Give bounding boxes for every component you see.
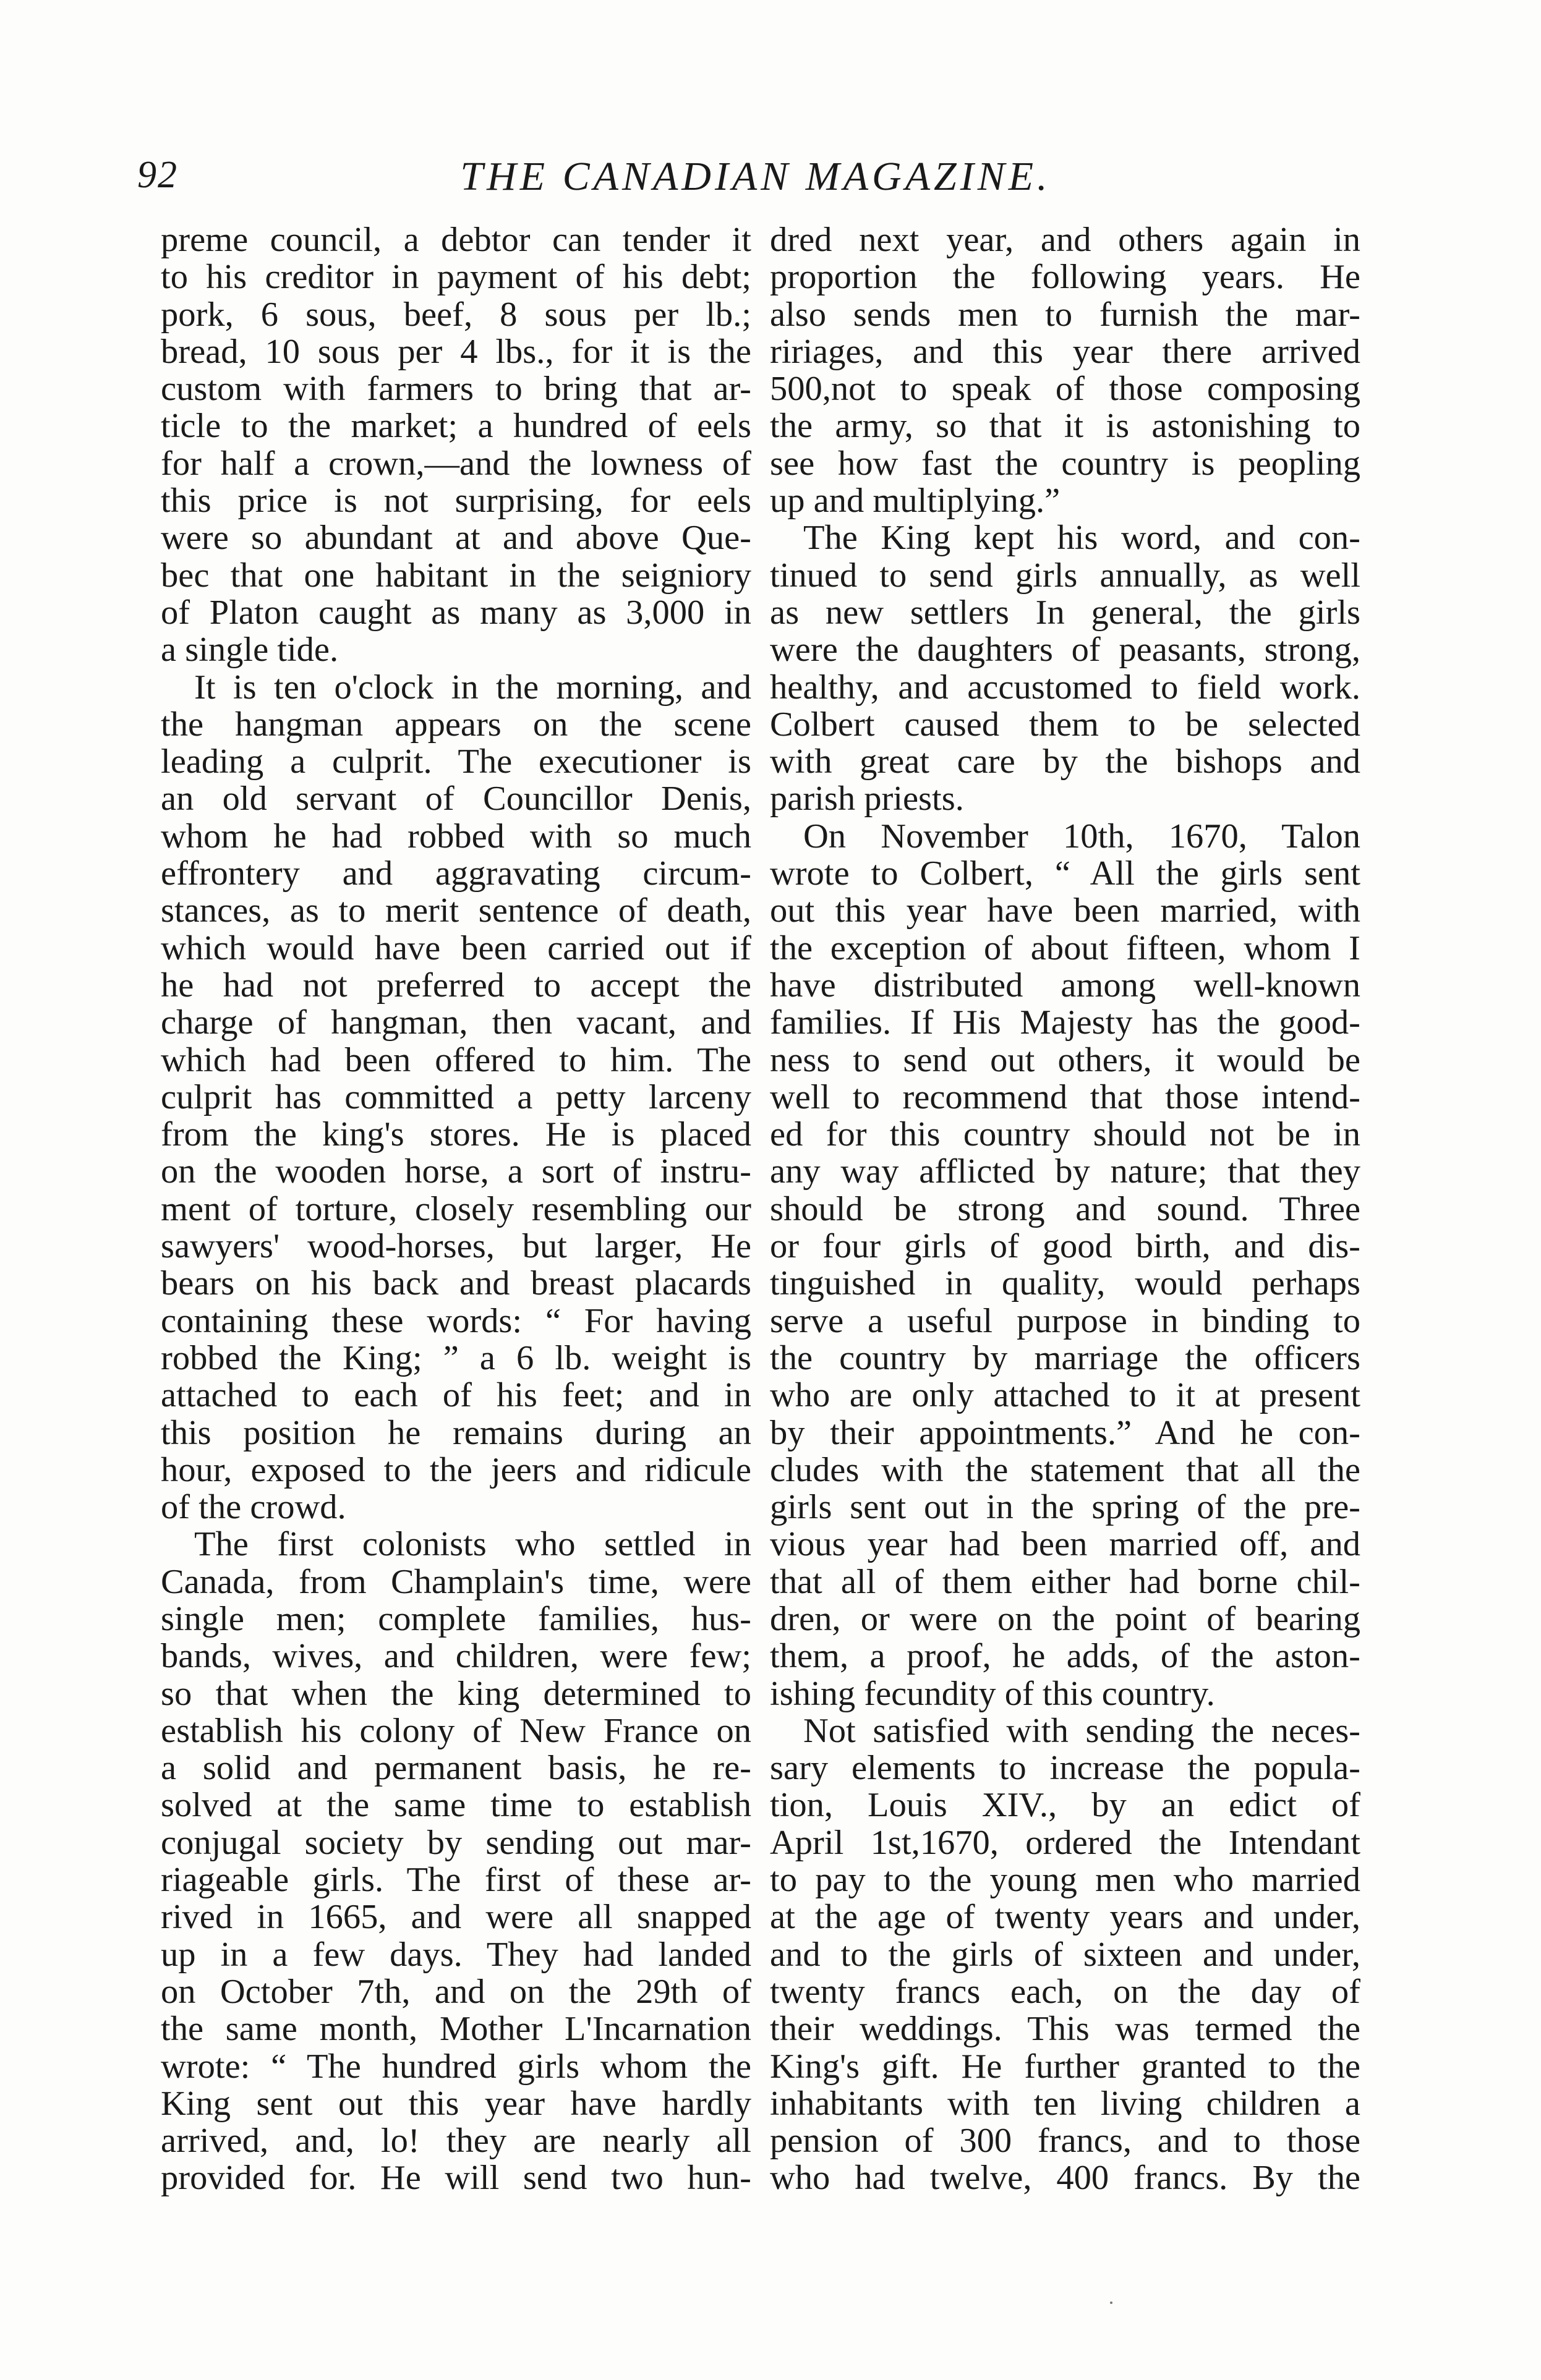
text-line: who had twelve, 400 francs. By the [770,2159,1360,2198]
text-line: them, a proof, he adds, of the aston- [770,1637,1360,1676]
text-line: the country by marriage the officers [770,1338,1360,1377]
text-line: at the age of twenty years and under, [770,1898,1360,1937]
left-text-column [161,221,751,2197]
text-line: that all of them either had borne chil- [770,1562,1360,1601]
text-line: see how fast the country is peopling [770,444,1360,483]
text-line: healthy, and accustomed to field work. [770,668,1360,707]
text-line: on the wooden horse, a sort of instru- [161,1152,751,1191]
text-line: tinued to send girls annually, as well [770,556,1360,595]
text-line: or four girls of good birth, and dis- [770,1227,1360,1266]
text-line: provided for. He will send two hun- [161,2159,751,2198]
text-line: a single tide. [161,631,339,669]
text-line: to his creditor in payment of his debt; [161,258,751,297]
text-line: by their appointments.” And he con- [770,1413,1360,1452]
text-line: up and multiplying.” [770,482,1061,521]
text-line: dred next year, and others again in [770,221,1360,259]
text-line: pension of 300 francs, and to those [770,2122,1360,2161]
text-line: ishing fecundity of this country. [770,1674,1215,1713]
text-line: attached to each of his feet; and in [161,1376,751,1415]
text-line: for half a crown,—and the lowness of [161,444,751,483]
text-line: solved at the same time to establish [161,1786,751,1825]
text-line: April 1st,1670, ordered the Intendant [770,1823,1360,1862]
text-line: from the king's stores. He is placed [161,1115,751,1154]
text-line: wrote to Colbert, “ All the girls sent [770,854,1360,893]
text-line: which would have been carried out if [161,929,751,967]
text-line: sawyers' wood-horses, but larger, He [161,1227,751,1266]
text-line: bread, 10 sous per 4 lbs., for it is the [161,332,751,371]
text-line: vious year had been married off, and [770,1525,1360,1564]
text-line: ririages, and this year there arrived [770,332,1360,371]
text-line: ticle to the market; a hundred of eels [161,407,751,446]
text-line: serve a useful purpose in binding to [770,1301,1360,1340]
text-line: effrontery and aggravating circum- [161,854,751,893]
text-line: Colbert caused them to be selected [770,705,1360,744]
text-line: riageable girls. The first of these ar- [161,1861,751,1900]
text-line: of Platon caught as many as 3,000 in [161,593,751,632]
text-line: robbed the King; ” a 6 lb. weight is [161,1338,751,1377]
text-line: families. If His Majesty has the good- [770,1003,1360,1042]
running-head: THE CANADIAN MAGAZINE. [460,154,1051,199]
text-line: with great care by the bishops and [770,742,1360,781]
text-line: twenty francs each, on the day of [770,1972,1360,2011]
text-line: ness to send out others, it would be [770,1040,1360,1079]
text-line: conjugal society by sending out mar- [161,1823,751,1862]
text-line: On November 10th, 1670, Talon [803,817,1360,856]
text-line: should be strong and sound. Three [770,1189,1360,1228]
text-line: It is ten o'clock in the morning, and [194,668,751,707]
text-line: wrote: “ The hundred girls whom the [161,2047,751,2086]
text-line: preme council, a debtor can tender it [161,221,751,259]
text-line: so that when the king determined to [161,1674,751,1713]
text-line: leading a culprit. The executioner is [161,742,751,781]
text-line: bears on his back and breast placards [161,1264,751,1303]
text-line: The King kept his word, and con- [803,519,1360,558]
text-line: parish priests. [770,780,964,818]
page-header [137,153,1374,209]
text-line: ed for this country should not be in [770,1115,1360,1154]
text-line: the same month, Mother L'Incarnation [161,2010,751,2049]
text-line: single men; complete families, hus- [161,1599,751,1638]
text-line: tinguished in quality, would perhaps [770,1264,1360,1303]
text-line: as new settlers In general, the girls [770,593,1360,632]
text-line: establish his colony of New France on [161,1711,751,1750]
text-line: stances, as to merit sentence of death, [161,891,751,930]
text-line: have distributed among well-known [770,966,1360,1005]
text-line: culprit has committed a petty larceny [161,1077,751,1116]
page-number: 92 [137,154,178,196]
text-line: custom with farmers to bring that ar- [161,370,751,409]
text-line: arrived, and, lo! they are nearly all [161,2122,751,2161]
text-line: ment of torture, closely resembling our [161,1189,751,1228]
text-line: charge of hangman, then vacant, and [161,1003,751,1042]
text-line: The first colonists who settled in [194,1525,751,1564]
text-line: containing these words: “ For having [161,1301,751,1340]
text-line: King's gift. He further granted to the [770,2047,1360,2086]
text-line: sary elements to increase the popula- [770,1749,1360,1788]
text-line: were so abundant at and above Que- [161,519,751,558]
text-line: King sent out this year have hardly [161,2084,751,2123]
text-line: who are only attached to it at present [770,1376,1360,1415]
text-line: pork, 6 sous, beef, 8 sous per lb.; [161,295,751,334]
text-line: a solid and permanent basis, he re- [161,1749,751,1788]
text-line: on October 7th, and on the 29th of [161,1972,751,2011]
text-line: tion, Louis XIV., by an edict of [770,1786,1360,1825]
text-line: dren, or were on the point of bearing [770,1599,1360,1638]
text-line: to pay to the young men who married [770,1861,1360,1900]
text-line: their weddings. This was termed the [770,2010,1360,2049]
text-line: the army, so that it is astonishing to [770,407,1360,446]
text-line: Not satisfied with sending the neces- [803,1711,1360,1750]
text-line: proportion the following years. He [770,258,1360,297]
text-line: also sends men to furnish the mar- [770,295,1360,334]
text-line: any way afflicted by nature; that they [770,1152,1360,1191]
text-line: whom he had robbed with so much [161,817,751,856]
text-line: rived in 1665, and were all snapped [161,1898,751,1937]
text-line: and to the girls of sixteen and under, [770,1935,1360,1974]
text-line: he had not preferred to accept the [161,966,751,1005]
right-text-column [770,221,1360,2197]
text-line: girls sent out in the spring of the pre- [770,1488,1360,1527]
text-line: bec that one habitant in the seigniory [161,556,751,595]
text-line: this position he remains during an [161,1413,751,1452]
text-line: up in a few days. They had landed [161,1935,751,1974]
text-line: cludes with the statement that all the [770,1450,1360,1489]
text-line: well to recommend that those intend- [770,1077,1360,1116]
text-line: 500,not to speak of those composing [770,370,1360,409]
text-line: Canada, from Champlain's time, were [161,1562,751,1601]
text-line: inhabitants with ten living children a [770,2084,1360,2123]
text-line: which had been offered to him. The [161,1040,751,1079]
text-line: were the daughters of peasants, strong, [770,631,1360,669]
text-line: this price is not surprising, for eels [161,482,751,521]
text-line: bands, wives, and children, were few; [161,1637,751,1676]
text-line: an old servant of Councillor Denis, [161,780,751,818]
text-line: of the crowd. [161,1488,346,1527]
text-line: hour, exposed to the jeers and ridicule [161,1450,751,1489]
print-speck [1110,2301,1112,2304]
text-line: the hangman appears on the scene [161,705,751,744]
text-line: the exception of about fifteen, whom I [770,929,1360,967]
text-line: out this year have been married, with [770,891,1360,930]
